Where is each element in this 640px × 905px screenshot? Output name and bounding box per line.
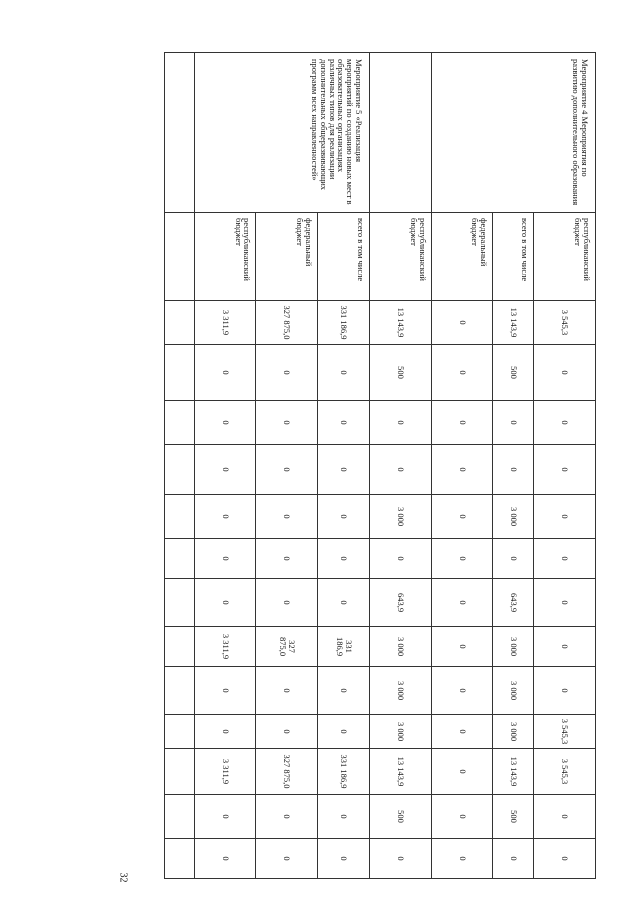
value-cell: 0 (256, 795, 318, 839)
value-cell: 0 (431, 667, 493, 715)
value-cell: 0 (534, 627, 596, 667)
funding-source-cell: всего в том числе (493, 213, 534, 301)
value-cell: 13 143,9 (493, 301, 534, 345)
value-cell: 0 (194, 579, 256, 627)
value-cell: 0 (431, 301, 493, 345)
funding-source-cell: федеральный бюджет (431, 213, 493, 301)
value-cell: 331 186,9 (317, 301, 369, 345)
value-cell: 3 000 (493, 715, 534, 749)
value-cell: 0 (194, 795, 256, 839)
value-cell: 0 (256, 495, 318, 539)
table-row (370, 53, 432, 879)
value-cell: 0 (194, 345, 256, 401)
value-cell: 500 (370, 795, 432, 839)
table-row (534, 53, 596, 879)
value-cell (165, 345, 195, 401)
value-cell: 0 (317, 345, 369, 401)
value-cell: 0 (534, 667, 596, 715)
value-cell: 500 (370, 345, 432, 401)
value-cell: 0 (317, 401, 369, 445)
event-cell (370, 53, 432, 213)
value-cell: 0 (431, 839, 493, 879)
value-cell: 3 545,3 (534, 301, 596, 345)
value-cell: 3 000 (493, 627, 534, 667)
value-cell: 3 000 (370, 627, 432, 667)
value-cell: 500 (493, 345, 534, 401)
value-cell: 0 (256, 539, 318, 579)
table-body (165, 53, 596, 879)
value-cell: 0 (431, 539, 493, 579)
value-cell: 327 875,0 (256, 627, 318, 667)
value-cell: 0 (431, 627, 493, 667)
value-cell: 0 (256, 345, 318, 401)
value-cell: 0 (431, 345, 493, 401)
value-cell: 0 (534, 495, 596, 539)
value-cell: 0 (431, 445, 493, 495)
value-cell: 0 (317, 795, 369, 839)
value-cell: 0 (194, 839, 256, 879)
value-cell: 0 (431, 749, 493, 795)
table-row (317, 53, 369, 879)
value-cell: 3 311,9 (194, 627, 256, 667)
value-cell: 0 (256, 401, 318, 445)
value-cell: 0 (317, 445, 369, 495)
value-cell: 13 143,9 (370, 301, 432, 345)
value-cell: 0 (317, 667, 369, 715)
value-cell (165, 539, 195, 579)
value-cell (165, 627, 195, 667)
funding-source-cell: республиканский бюджет (534, 213, 596, 301)
value-cell: 0 (534, 539, 596, 579)
value-cell: 3 000 (493, 667, 534, 715)
funding-source-cell (165, 213, 195, 301)
value-cell: 3 000 (370, 715, 432, 749)
value-cell: 0 (317, 839, 369, 879)
event-cell (165, 53, 195, 213)
value-cell: 331 186,9 (317, 627, 369, 667)
table-row (165, 53, 195, 879)
value-cell: 0 (194, 495, 256, 539)
value-cell: 0 (317, 715, 369, 749)
budget-table (164, 52, 596, 879)
page-number: 32 (117, 872, 129, 883)
value-cell (165, 495, 195, 539)
value-cell: 0 (256, 445, 318, 495)
value-cell: 0 (194, 667, 256, 715)
value-cell (165, 839, 195, 879)
event-cell: Мероприятие 4 Мероприятия по развитию дополнительного образования (431, 53, 595, 213)
value-cell: 0 (194, 401, 256, 445)
value-cell (165, 445, 195, 495)
value-cell: 0 (534, 345, 596, 401)
value-cell (165, 715, 195, 749)
value-cell (165, 301, 195, 345)
value-cell: 0 (431, 401, 493, 445)
funding-source-cell: республиканский бюджет (370, 213, 432, 301)
value-cell: 0 (534, 401, 596, 445)
value-cell: 0 (370, 539, 432, 579)
value-cell (165, 401, 195, 445)
value-cell (165, 795, 195, 839)
value-cell (165, 749, 195, 795)
value-cell: 3 311,9 (194, 749, 256, 795)
event-cell: Мероприятие 5 «Реализация мероприятий по созданию новых мест в образовательных организациях различных типов для реализации дополнительных общеразвивающих программ всех направленностей» (194, 53, 369, 213)
value-cell: 0 (534, 839, 596, 879)
value-cell: 0 (317, 539, 369, 579)
value-cell: 0 (431, 579, 493, 627)
value-cell: 0 (534, 445, 596, 495)
value-cell: 0 (493, 445, 534, 495)
value-cell: 0 (194, 715, 256, 749)
value-cell: 0 (256, 839, 318, 879)
value-cell: 3 545,3 (534, 715, 596, 749)
value-cell: 3 311,9 (194, 301, 256, 345)
value-cell: 0 (317, 495, 369, 539)
value-cell: 0 (370, 839, 432, 879)
value-cell: 13 143,9 (493, 749, 534, 795)
funding-source-cell: федеральный бюджет (256, 213, 318, 301)
rotated-table-wrapper (164, 52, 596, 878)
value-cell: 0 (370, 401, 432, 445)
value-cell: 3 000 (370, 495, 432, 539)
value-cell: 3 000 (493, 495, 534, 539)
value-cell: 3 545,3 (534, 749, 596, 795)
value-cell: 0 (256, 667, 318, 715)
value-cell: 3 000 (370, 667, 432, 715)
value-cell: 0 (493, 839, 534, 879)
value-cell: 0 (534, 795, 596, 839)
value-cell: 0 (256, 579, 318, 627)
value-cell: 0 (493, 539, 534, 579)
funding-source-cell: всего в том числе (317, 213, 369, 301)
value-cell (165, 667, 195, 715)
value-cell: 327 875,0 (256, 749, 318, 795)
value-cell: 0 (370, 445, 432, 495)
value-cell: 327 875,0 (256, 301, 318, 345)
value-cell: 0 (194, 539, 256, 579)
value-cell: 331 186,9 (317, 749, 369, 795)
value-cell: 0 (534, 579, 596, 627)
funding-source-cell: республиканский бюджет (194, 213, 256, 301)
value-cell: 13 143,9 (370, 749, 432, 795)
value-cell: 0 (431, 795, 493, 839)
value-cell: 500 (493, 795, 534, 839)
value-cell: 643,9 (493, 579, 534, 627)
value-cell: 0 (317, 579, 369, 627)
value-cell: 643,9 (370, 579, 432, 627)
value-cell (165, 579, 195, 627)
value-cell: 0 (194, 445, 256, 495)
value-cell: 0 (431, 495, 493, 539)
value-cell: 0 (431, 715, 493, 749)
value-cell: 0 (493, 401, 534, 445)
value-cell: 0 (256, 715, 318, 749)
